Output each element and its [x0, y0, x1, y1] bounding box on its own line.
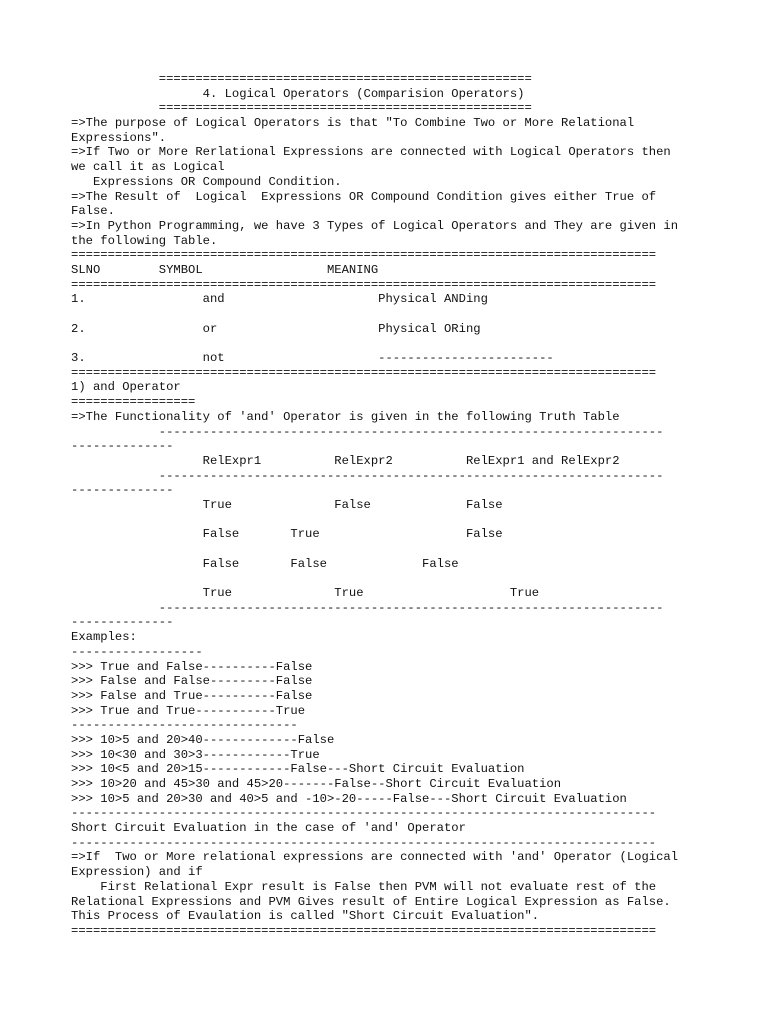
- document-line: >>> False and True----------False: [71, 688, 313, 703]
- document-line: False.: [71, 204, 115, 219]
- document-line: 1. and Physical ANDing: [71, 292, 488, 307]
- document-line: [71, 307, 701, 322]
- document-line: >>> True and True-----------True: [71, 703, 306, 718]
- document-line: True True True: [71, 586, 540, 601]
- document-line: [71, 571, 701, 586]
- document-line: Short Circuit Evaluation in the case of 'and' Operator: [71, 821, 466, 836]
- document-line: 3. not ------------------------: [71, 351, 554, 366]
- document-line: ================================================================================: [71, 248, 657, 263]
- document-line: Examples:: [71, 630, 137, 645]
- document-line: ===================================================: [71, 101, 532, 116]
- document-line: RelExpr1 RelExpr2 RelExpr1 and RelExpr2: [71, 453, 620, 468]
- document-line: Relational Expressions and PVM Gives result of Entire Logical Expression as False.: [71, 894, 671, 909]
- document-line: 4. Logical Operators (Comparision Operators): [71, 86, 525, 101]
- document-line: =>The purpose of Logical Operators is that "To Combine Two or More Relational: [71, 116, 635, 131]
- document-line: Expression) and if: [71, 865, 203, 880]
- document-line: >>> 10<5 and 20>15------------False---Short Circuit Evaluation: [71, 762, 525, 777]
- document-line: ---------------------------------------------------------------------: [71, 600, 664, 615]
- document-line: ================================================================================: [71, 923, 657, 938]
- document-line: =>If Two or More relational expressions are connected with 'and' Operator (Logical: [71, 850, 679, 865]
- document-line: True False False: [71, 497, 503, 512]
- document-line: Expressions".: [71, 130, 167, 145]
- document-line: This Process of Evaulation is called "Short Circuit Evaluation".: [71, 909, 540, 924]
- document-page: [71, 72, 701, 939]
- document-line: >>> False and False---------False: [71, 674, 313, 689]
- document-line: we call it as Logical: [71, 160, 225, 175]
- document-line: =>If Two or More Rerlational Expressions are connected with Logical Operators then: [71, 145, 671, 160]
- document-line: =>The Result of Logical Expressions OR Compound Condition gives either True of: [71, 189, 657, 204]
- document-line: --------------: [71, 615, 174, 630]
- document-line: False False False: [71, 556, 459, 571]
- document-line: >>> 10>5 and 20>40-------------False: [71, 732, 335, 747]
- document-line: >>> 10<30 and 30>3------------True: [71, 747, 320, 762]
- document-line: False True False: [71, 527, 503, 542]
- document-line: =================: [71, 395, 196, 410]
- document-line: First Relational Expr result is False then PVM will not evaluate rest of the: [71, 879, 657, 894]
- document-line: >>> 10>20 and 45>30 and 45>20-------False--Short Circuit Evaluation: [71, 777, 562, 791]
- document-line: [71, 513, 701, 528]
- document-line: --------------: [71, 483, 174, 498]
- document-line: the following Table.: [71, 233, 218, 248]
- document-line: ===================================================: [71, 72, 532, 86]
- document-line: ================================================================================: [71, 277, 657, 292]
- document-line: =>In Python Programming, we have 3 Types of Logical Operators and They are given in: [71, 218, 679, 233]
- document-line: =>The Functionality of 'and' Operator is given in the following Truth Table: [71, 409, 620, 424]
- document-line: ------------------: [71, 644, 203, 659]
- document-line: ================================================================================: [71, 365, 657, 380]
- document-line: Expressions OR Compound Condition.: [71, 174, 342, 189]
- document-line: 2. or Physical ORing: [71, 321, 481, 336]
- document-line: >>> True and False----------False: [71, 659, 313, 674]
- document-line: SLNO SYMBOL MEANING: [71, 262, 379, 277]
- document-line: --------------------------------------------------------------------------------: [71, 835, 657, 850]
- document-line: 1) and Operator: [71, 380, 181, 395]
- document-line: [71, 336, 701, 351]
- document-line: ---------------------------------------------------------------------: [71, 424, 664, 439]
- document-line: ---------------------------------------------------------------------: [71, 468, 664, 483]
- document-line: -------------------------------: [71, 718, 298, 733]
- document-line: >>> 10>5 and 20>30 and 40>5 and -10>-20-----False---Short Circuit Evaluation: [71, 791, 627, 806]
- document-line: [71, 542, 701, 557]
- document-line: --------------: [71, 439, 174, 454]
- document-line: --------------------------------------------------------------------------------: [71, 806, 657, 821]
